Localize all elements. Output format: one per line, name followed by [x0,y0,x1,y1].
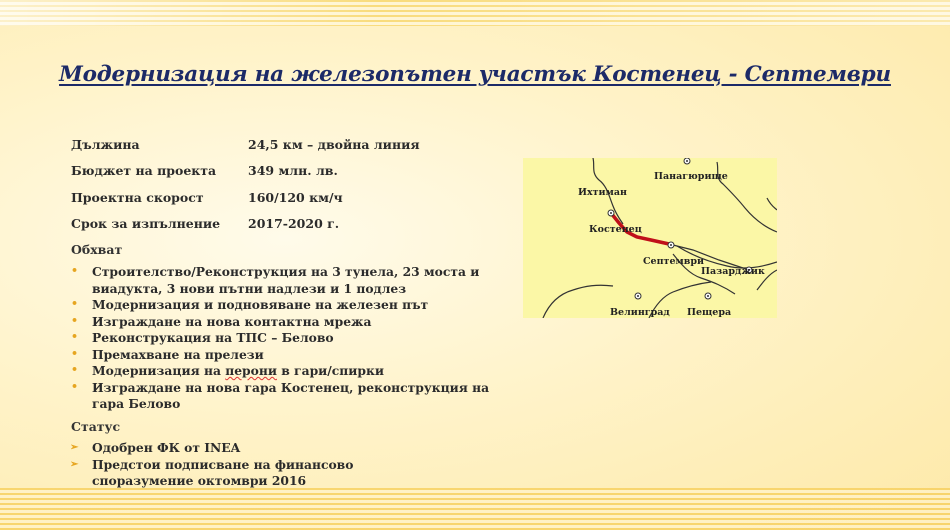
town-label-septemvri: Септември [643,256,705,267]
detail-value: 24,5 км – двойна линия [248,137,420,152]
town-label-ihtiman: Ихтиман [578,187,627,198]
list-item [71,264,491,297]
bullet-icon: • [71,297,79,310]
route-map-svg [523,158,777,318]
town-marker-dot [637,295,639,297]
arrow-bullet-icon: ➢ [70,458,79,470]
boundary-line [767,198,777,210]
bullet-icon: • [71,363,79,376]
town-marker-dot [610,212,612,214]
list-item [71,314,491,331]
bullet-icon: • [71,264,79,277]
list-item-text: Изграждане на нова контактна мрежа [92,313,372,329]
list-item-text: Премахване на прелези [92,346,264,362]
status-heading: Статус [71,419,121,434]
town-label-kostenets: Костенец [589,224,642,235]
route-map [523,158,777,318]
detail-label: Бюджет на проекта [71,163,217,178]
town-marker-dot [707,295,709,297]
list-item-text: Реконструкация на ТПС – Белово [92,330,334,345]
town-marker-dot [686,160,688,162]
town-marker-dot [670,244,672,246]
list-item-text: Одобрен ФК от INEA [92,440,241,455]
list-item [71,347,491,364]
detail-label: Срок за изпълнение [71,216,221,231]
list-item [71,457,451,490]
town-label-pazardzhik: Пазарджик [701,266,765,277]
slide-title: Модернизация на железопътен участък Костенец - Септември [59,62,891,87]
detail-value: 2017-2020 г. [248,216,340,231]
list-item [71,380,491,413]
list-item-text: Строителство/Реконструкция на 3 тунела, 23 моста и виадукта, 3 нови пътни надлези и 1 подлез [92,264,480,296]
town-label-velingrad: Велинград [610,307,670,318]
spellcheck-underline: перони [225,363,277,378]
detail-label: Проектна скорост [71,190,204,205]
status-list [71,440,451,490]
detail-value: 160/120 км/ч [248,190,343,205]
map-boundaries [543,158,777,318]
scope-heading: Обхват [71,242,123,257]
list-item-text: Модернизация на перони в гари/спирки [92,363,384,378]
bullet-icon: • [71,379,79,393]
bullet-icon: • [71,313,79,327]
detail-label: Дължина [71,137,140,152]
boundary-line [543,285,613,318]
list-item-text: Предстои подписване на финансово споразумение октомври 2016 [92,456,354,488]
list-item-text: Модернизация и подновяване на железен път [92,297,429,312]
town-label-panagyurishte: Панагюрище [654,171,728,182]
list-item [71,440,451,457]
town-label-peshtera: Пещера [687,307,732,318]
list-item-text: Изграждане на нова гара Костенец, реконструкция на гара Белово [92,379,490,411]
list-item [71,363,491,380]
top-stripes-sheen [0,0,950,26]
scope-list [71,264,491,413]
bullet-icon: • [71,330,79,343]
bullet-icon: • [71,346,79,360]
bottom-decorative-stripes [0,488,950,530]
list-item [71,330,491,347]
list-item [71,297,491,314]
detail-value: 349 млн. лв. [248,163,338,178]
arrow-bullet-icon: ➢ [70,442,79,453]
